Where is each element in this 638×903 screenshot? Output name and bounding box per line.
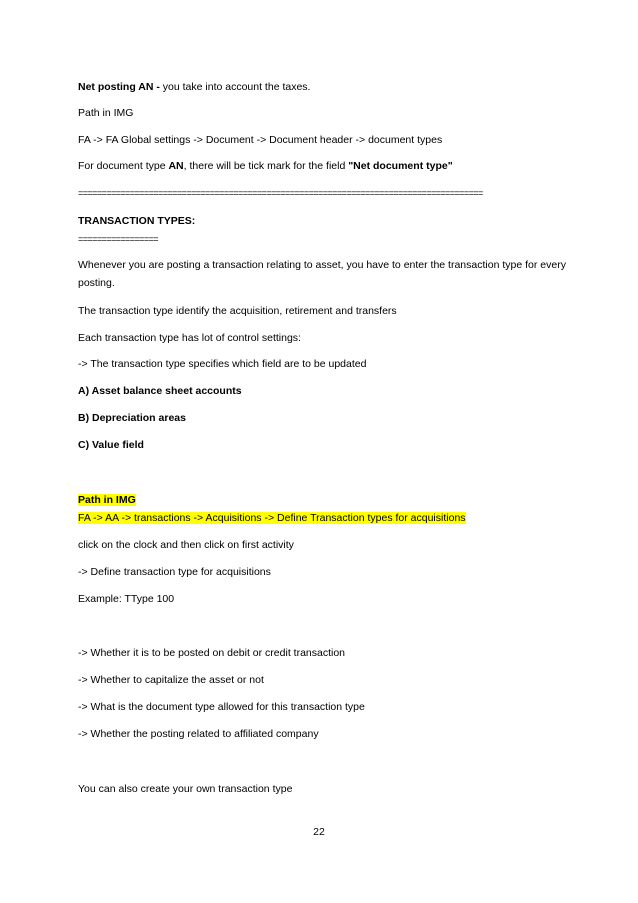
doc-type-bold-an: AN bbox=[168, 160, 184, 172]
doc-type-line bbox=[78, 159, 453, 173]
define-transaction-type: -> Define transaction type for acquisitions bbox=[78, 566, 271, 578]
doc-type-mid: , there will be tick mark for the field bbox=[183, 160, 349, 172]
item-a: A) Asset balance sheet accounts bbox=[78, 385, 242, 397]
click-clock: click on the clock and then click on first activity bbox=[78, 539, 294, 551]
hl-path-value-line bbox=[78, 511, 466, 525]
separator-long: ====================================================================================== bbox=[78, 188, 483, 198]
hl-path-label: Path in IMG bbox=[78, 494, 136, 506]
para-posting: Whenever you are posting a transaction relating to asset, you have to enter the transaction type for every posting. bbox=[78, 259, 566, 289]
hl-path-value: FA -> AA -> transactions -> Acquisitions -> Define Transaction types for acquisitions bbox=[78, 512, 466, 524]
own-transaction-type: You can also create your own transaction type bbox=[78, 783, 293, 795]
para-control: Each transaction type has lot of control settings: bbox=[78, 332, 301, 344]
hl-path-label-line bbox=[78, 493, 136, 507]
path-value: FA -> FA Global settings -> Document -> Document header -> document types bbox=[78, 134, 443, 146]
bullet-affiliated: -> Whether the posting related to affiliated company bbox=[78, 728, 319, 740]
net-posting-rest: you take into account the taxes. bbox=[162, 81, 311, 93]
item-c: C) Value field bbox=[78, 439, 144, 451]
para-specifies: -> The transaction type specifies which field are to be updated bbox=[78, 358, 367, 370]
doc-type-pre: For document type bbox=[78, 160, 169, 172]
para-identify: The transaction type identify the acquisition, retirement and transfers bbox=[78, 305, 397, 317]
bullet-document-type: -> What is the document type allowed for this transaction type bbox=[78, 701, 365, 713]
net-posting-bold: Net posting AN - bbox=[78, 81, 163, 93]
separator-short: ================= bbox=[78, 234, 158, 244]
item-b: B) Depreciation areas bbox=[78, 412, 186, 424]
net-posting-line bbox=[78, 80, 310, 94]
bullet-capitalize: -> Whether to capitalize the asset or not bbox=[78, 674, 264, 686]
doc-type-bold-field: "Net document type" bbox=[348, 160, 453, 172]
example-ttype: Example: TType 100 bbox=[78, 593, 175, 605]
bullet-debit-credit: -> Whether it is to be posted on debit or credit transaction bbox=[78, 647, 346, 659]
transaction-heading: TRANSACTION TYPES: bbox=[78, 215, 196, 227]
path-label: Path in IMG bbox=[78, 107, 134, 119]
page-number: 22 bbox=[313, 826, 325, 838]
